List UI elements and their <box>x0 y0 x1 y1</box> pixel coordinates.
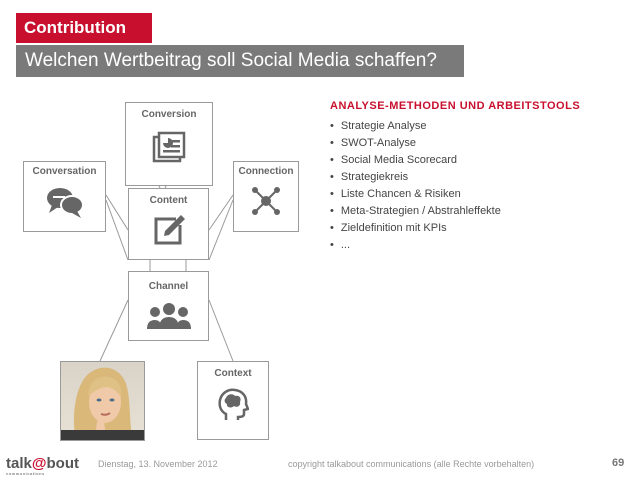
connection-label: Connection <box>238 166 294 177</box>
presentation-icon <box>152 131 186 165</box>
list-item: • Zieldefinition mit KPIs <box>330 220 501 237</box>
context-box <box>197 361 269 440</box>
conversation-label: Conversation <box>32 166 97 177</box>
list-item: • Strategiekreis <box>330 169 501 186</box>
head-brain-icon <box>217 388 249 422</box>
footer-copyright: copyright talkabout communications (alle Rechte vorbehalten) <box>288 459 535 469</box>
logo-main-text: talk <box>6 455 32 472</box>
methods-title: ANALYSE-METHODEN UND ARBEITSTOOLS <box>330 100 581 112</box>
photo-illustration <box>61 362 145 441</box>
logo-end-text: bout <box>46 455 79 472</box>
page-title: Welchen Wertbeitrag soll Social Media schaffen? <box>16 45 464 77</box>
list-item: • SWOT-Analyse <box>330 135 501 152</box>
methods-list <box>330 118 501 254</box>
content-box <box>128 188 209 260</box>
speech-bubbles-icon <box>46 187 84 219</box>
list-item: • Meta-Strategien / Abstrahleffekte <box>330 203 501 220</box>
page-number: 69 <box>612 457 625 469</box>
list-item: • ... <box>330 237 501 254</box>
conversation-box <box>23 161 106 232</box>
list-item: • Liste Chancen & Risiken <box>330 186 501 203</box>
list-item: • Strategie Analyse <box>330 118 501 135</box>
logo-at-text: @ <box>31 455 47 472</box>
talkabout-logo <box>6 455 79 476</box>
conversion-box <box>125 102 213 186</box>
channel-label: Channel <box>148 281 189 292</box>
channel-box <box>128 271 209 341</box>
logo-subtitle: communications <box>6 471 45 476</box>
context-label: Context <box>214 368 252 379</box>
section-title: Contribution <box>16 13 152 43</box>
footer-date: Dienstag, 13. November 2012 <box>98 459 218 469</box>
thinking-woman-photo <box>60 361 145 441</box>
list-item: • Social Media Scorecard <box>330 152 501 169</box>
edit-icon <box>152 213 186 247</box>
conversion-label: Conversion <box>141 109 197 120</box>
content-label: Content <box>149 195 188 206</box>
network-icon <box>251 186 281 216</box>
people-group-icon <box>147 301 191 331</box>
connection-box <box>233 161 299 232</box>
